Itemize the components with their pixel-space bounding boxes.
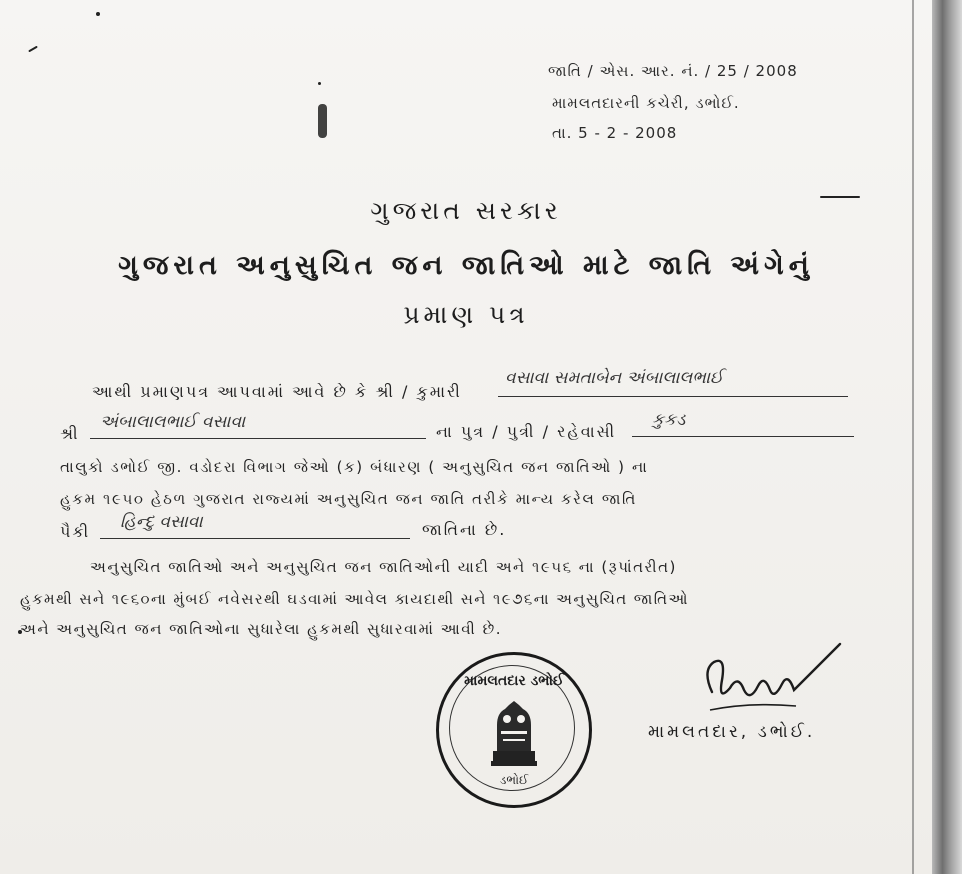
seal-top-text: મામલતદાર ડભોઈ: [464, 673, 564, 689]
village-underline: [632, 436, 854, 437]
paragraph-line-2: હુકમથી સને ૧૯૬૦ના મુંબઈ નવેસરથી ઘડવામાં આવેલ કાયદાથી સને ૧૯૭૬ના અનુસુચિત જાતિઓ: [20, 590, 689, 608]
certificate-heading: ગુજરાત અનુસુચિત જન જાતિઓ માટે જાતિ અંગેનું: [118, 250, 814, 281]
village-name: કુકડ: [652, 410, 686, 430]
paragraph-line-3: અને અનુસુચિત જન જાતિઓના સુધારેલા હુકમથી સુધારવામાં આવી છે.: [20, 620, 502, 638]
caste-underline: [100, 538, 410, 539]
reference-number: જાતિ / એસ. આર. નં. / 25 / 2008: [548, 62, 798, 80]
pki-label: પૈકી: [60, 522, 91, 541]
caste-name: હિન્દુ વસાવા: [120, 512, 203, 532]
ashoka-emblem-icon: [487, 695, 541, 771]
issue-date: તા. 5 - 2 - 2008: [552, 124, 678, 142]
scan-edge-shadow: [912, 0, 914, 874]
scan-speck: [28, 46, 38, 53]
scan-edge: [932, 0, 962, 874]
shri-label: શ્રી: [60, 424, 80, 443]
government-title: ગુજરાત સરકાર: [370, 196, 562, 225]
certify-label: આથી પ્રમાણપત્ર આપવામાં આવે છે કે શ્રી / કુમારી: [92, 382, 462, 401]
office-name: મામલતદારની કચેરી, ડભોઈ.: [552, 94, 740, 112]
father-underline: [90, 438, 426, 439]
signature-scribble-icon: [700, 640, 850, 724]
taluka-line: તાલુકો ડભોઈ જી. વડોદરા વિભાગ જેઓ (ક) બંધારણ ( અનુસુચિત જન જાતિઓ ) ના: [60, 458, 649, 476]
name-underline: [498, 396, 848, 397]
scan-speck: [96, 12, 100, 16]
scan-speck: [318, 82, 321, 85]
paragraph-line-1: અનુસુચિત જાતિઓ અને અનુસુચિત જન જાતિઓની યાદી અને ૧૯૫૬ ના (રૂપાંતરીત): [90, 558, 677, 576]
relation-label: ના પુત્ર / પુત્રી / રહેવાસી: [436, 422, 617, 441]
holder-name: વસાવા સમતાબેન અંબાલાલભાઈ: [505, 368, 724, 388]
order-line: હુકમ ૧૯૫૦ હેઠળ ગુજરાત રાજ્યમાં અનુસુચિત જન જાતિ તરીકે માન્ય કરેલ જાતિ: [60, 490, 637, 508]
official-seal: [436, 652, 592, 808]
scan-speck: [318, 104, 327, 138]
caste-suffix: જાતિના છે.: [422, 520, 507, 539]
seal-bottom-text: ડભોઈ: [499, 773, 529, 787]
certificate-subtitle: પ્રમાણ પત્ર: [403, 300, 529, 329]
father-name: અંબાલાલભાઈ વસાવા: [100, 412, 246, 432]
signatory-designation: મામલતદાર, ડભોઈ.: [648, 722, 816, 742]
